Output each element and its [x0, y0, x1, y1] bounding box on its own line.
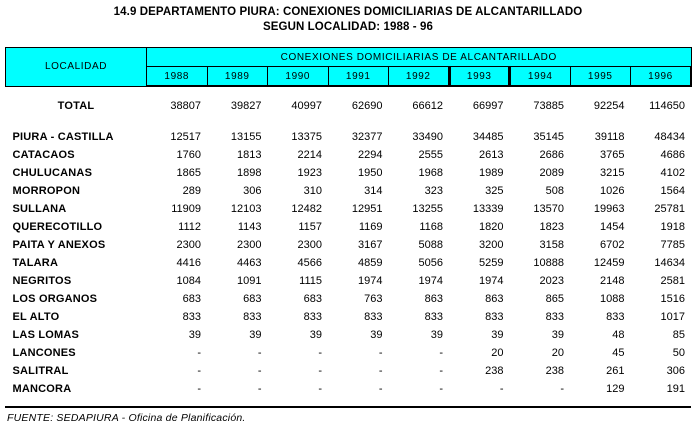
value-cell: 5088 — [418, 239, 443, 251]
value-cell: 191 — [666, 383, 685, 395]
table-row — [6, 254, 692, 272]
group-header-row — [6, 48, 692, 67]
table-row — [6, 182, 692, 200]
value-cell: 306 — [243, 185, 262, 197]
value-cell: 39 — [309, 329, 322, 341]
row-label: LANCONES — [12, 347, 76, 359]
value-cell: - — [560, 383, 564, 395]
value-cell: 833 — [606, 311, 625, 323]
table-row — [6, 272, 692, 290]
value-cell: - — [439, 365, 443, 377]
value-cell: 11909 — [171, 203, 201, 215]
year-header: 1996 — [631, 67, 692, 87]
year-header: 1994 — [510, 67, 571, 87]
value-cell: 2300 — [176, 239, 201, 251]
year-header: 1989 — [207, 67, 268, 87]
value-cell: 763 — [364, 293, 383, 305]
table-row — [6, 290, 692, 308]
value-cell: 1143 — [237, 221, 262, 233]
value-cell: - — [439, 347, 443, 359]
value-cell: 833 — [243, 311, 262, 323]
value-cell: 2581 — [660, 275, 685, 287]
value-cell: 1157 — [298, 221, 322, 233]
value-cell: 13255 — [412, 203, 443, 215]
value-cell: 3200 — [479, 239, 504, 251]
value-cell: 39 — [249, 329, 262, 341]
value-cell: 683 — [303, 293, 322, 305]
table-row — [6, 380, 692, 398]
value-cell: 39827 — [230, 100, 262, 112]
table-row — [6, 200, 692, 218]
value-cell: 2148 — [600, 275, 625, 287]
value-cell: 10888 — [533, 257, 564, 269]
spacer-row — [6, 86, 692, 97]
value-cell: 20 — [491, 347, 504, 359]
value-cell: 25781 — [654, 203, 685, 215]
value-cell: 5259 — [479, 257, 504, 269]
year-header: 1993 — [449, 67, 510, 87]
row-label: MORROPON — [12, 185, 81, 197]
value-cell: 1516 — [660, 293, 685, 305]
value-cell: 12482 — [291, 203, 322, 215]
value-cell: 2300 — [237, 239, 262, 251]
value-cell: - — [197, 347, 201, 359]
column-group-header: CONEXIONES DOMICILIARIAS DE ALCANTARILLADO — [147, 48, 692, 67]
table-row — [6, 344, 692, 362]
value-cell: 4859 — [358, 257, 383, 269]
row-label: MANCORA — [12, 383, 72, 395]
value-cell: 3167 — [358, 239, 383, 251]
value-cell: 62690 — [351, 100, 383, 112]
row-label: QUERECOTILLO — [12, 221, 103, 233]
row-label: LAS LOMAS — [12, 329, 80, 341]
table-row — [6, 326, 692, 344]
value-cell: 1918 — [660, 221, 685, 233]
table-row — [6, 164, 692, 182]
row-label: PIURA - CASTILLA — [12, 131, 114, 143]
row-label: LOS ORGANOS — [12, 293, 98, 305]
table-row — [6, 218, 692, 236]
value-cell: 1974 — [358, 275, 383, 287]
value-cell: 39 — [430, 329, 443, 341]
value-cell: 1088 — [600, 293, 625, 305]
value-cell: 13375 — [291, 131, 322, 143]
value-cell: 14634 — [654, 257, 685, 269]
value-cell: 50 — [672, 347, 685, 359]
value-cell: - — [318, 383, 322, 395]
value-cell: 1898 — [237, 167, 262, 179]
value-cell: 3158 — [539, 239, 564, 251]
value-cell: 39118 — [594, 131, 625, 143]
value-cell: 833 — [182, 311, 201, 323]
value-cell: 39 — [370, 329, 383, 341]
value-cell: - — [378, 347, 383, 359]
value-cell: 323 — [424, 185, 443, 197]
value-cell: 261 — [606, 365, 625, 377]
value-cell: - — [318, 365, 322, 377]
table-row — [6, 128, 692, 146]
value-cell: 1454 — [600, 221, 625, 233]
value-cell: 2300 — [297, 239, 322, 251]
value-cell: 19963 — [593, 203, 625, 215]
value-cell: 1112 — [178, 221, 201, 233]
value-cell: 1923 — [297, 167, 322, 179]
spacer-row — [6, 115, 692, 128]
value-cell: 2023 — [539, 275, 564, 287]
table-row — [6, 146, 692, 164]
value-cell: 289 — [182, 185, 201, 197]
value-cell: 129 — [606, 383, 625, 395]
data-table — [5, 47, 692, 398]
value-cell: 13339 — [472, 203, 504, 215]
row-label: PAITA Y ANEXOS — [12, 239, 106, 251]
value-cell: 13155 — [230, 131, 262, 143]
value-cell: 85 — [672, 329, 685, 341]
row-label: TALARA — [12, 257, 59, 269]
value-cell: 12103 — [230, 203, 262, 215]
value-cell: - — [439, 383, 443, 395]
value-cell: 2613 — [479, 149, 504, 161]
value-cell: 314 — [364, 185, 383, 197]
value-cell: 238 — [545, 365, 564, 377]
year-header: 1991 — [328, 67, 389, 87]
value-cell: 4463 — [237, 257, 262, 269]
value-cell: 2089 — [539, 167, 564, 179]
table-row — [6, 236, 692, 254]
value-cell: 4566 — [297, 257, 322, 269]
value-cell: 1823 — [539, 221, 564, 233]
row-label: TOTAL — [57, 100, 95, 112]
row-label: CATACAOS — [12, 149, 75, 161]
value-cell: 4416 — [176, 257, 201, 269]
total-row — [6, 97, 692, 115]
row-label: SALITRAL — [12, 365, 69, 377]
value-cell: 238 — [485, 365, 504, 377]
value-cell: 833 — [485, 311, 504, 323]
value-cell: - — [257, 365, 262, 377]
value-cell: 1017 — [660, 311, 685, 323]
value-cell: 3765 — [600, 149, 625, 161]
value-cell: 683 — [243, 293, 262, 305]
value-cell: 833 — [364, 311, 383, 323]
value-cell: - — [378, 365, 383, 377]
table-body — [6, 86, 692, 398]
value-cell: 1168 — [419, 221, 443, 233]
value-cell: 1026 — [600, 185, 625, 197]
value-cell: 4102 — [660, 167, 685, 179]
value-cell: 4686 — [660, 149, 685, 161]
value-cell: 833 — [424, 311, 443, 323]
value-cell: 1974 — [479, 275, 504, 287]
value-cell: 39 — [188, 329, 201, 341]
value-cell: 863 — [485, 293, 504, 305]
value-cell: 39 — [551, 329, 564, 341]
value-cell: 306 — [666, 365, 685, 377]
column-header-localidad: LOCALIDAD — [6, 48, 147, 87]
value-cell: 865 — [545, 293, 564, 305]
value-cell: 12459 — [593, 257, 625, 269]
value-cell: - — [499, 383, 504, 395]
year-header: 1995 — [570, 67, 631, 87]
table-title-line1: 14.9 DEPARTAMENTO PIURA: CONEXIONES DOMICILIARIAS DE ALCANTARILLADO — [113, 6, 583, 18]
value-cell: 833 — [545, 311, 564, 323]
value-cell: 325 — [485, 185, 504, 197]
value-cell: 1564 — [660, 185, 685, 197]
value-cell: 114650 — [649, 100, 685, 112]
value-cell: 3215 — [600, 167, 625, 179]
year-header: 1992 — [389, 67, 450, 87]
value-cell: 34485 — [472, 131, 504, 143]
value-cell: 683 — [182, 293, 201, 305]
value-cell: 1865 — [176, 167, 201, 179]
value-cell: - — [378, 383, 383, 395]
value-cell: 73885 — [533, 100, 564, 112]
value-cell: 1760 — [176, 149, 201, 161]
value-cell: 12951 — [351, 203, 383, 215]
value-cell: 48434 — [654, 131, 685, 143]
row-label: CHULUCANAS — [12, 167, 93, 179]
table-title-line2: SEGUN LOCALIDAD: 1988 - 96 — [262, 21, 434, 33]
value-cell: 1091 — [237, 275, 262, 287]
value-cell: 40997 — [291, 100, 322, 112]
title-block — [0, 0, 696, 35]
divider-line — [5, 406, 691, 408]
table-header — [6, 48, 692, 87]
value-cell: 1950 — [358, 167, 383, 179]
value-cell: 39 — [491, 329, 504, 341]
value-cell: 2555 — [418, 149, 443, 161]
value-cell: 35145 — [533, 131, 564, 143]
value-cell: 6702 — [600, 239, 625, 251]
value-cell: 508 — [545, 185, 564, 197]
table-row — [6, 308, 692, 326]
year-header: 1990 — [268, 67, 329, 87]
value-cell: - — [197, 365, 201, 377]
value-cell: 33490 — [412, 131, 443, 143]
value-cell: 7785 — [660, 239, 685, 251]
value-cell: 48 — [612, 329, 625, 341]
value-cell: 863 — [424, 293, 443, 305]
year-header: 1988 — [147, 67, 208, 87]
value-cell: 310 — [303, 185, 322, 197]
value-cell: - — [318, 347, 322, 359]
value-cell: 92254 — [593, 100, 625, 112]
spacer-cell — [6, 86, 692, 97]
value-cell: - — [257, 347, 262, 359]
row-label: EL ALTO — [12, 311, 60, 323]
value-cell: - — [257, 383, 262, 395]
value-cell: 1169 — [358, 221, 383, 233]
value-cell: 20 — [551, 347, 564, 359]
row-label: SULLANA — [12, 203, 67, 215]
source-note: FUENTE: SEDAPIURA - Oficina de Planificación. — [7, 412, 246, 424]
value-cell: 1989 — [479, 167, 504, 179]
value-cell: 2294 — [358, 149, 383, 161]
value-cell: 13570 — [533, 203, 564, 215]
value-cell: - — [197, 383, 201, 395]
value-cell: 1974 — [418, 275, 443, 287]
value-cell: 1968 — [418, 167, 443, 179]
row-label: NEGRITOS — [12, 275, 72, 287]
value-cell: 66997 — [472, 100, 504, 112]
value-cell: 66612 — [412, 100, 443, 112]
value-cell: 2214 — [297, 149, 322, 161]
value-cell: 32377 — [351, 131, 383, 143]
value-cell: 12517 — [170, 131, 201, 143]
table-row — [6, 362, 692, 380]
value-cell: 833 — [303, 311, 322, 323]
value-cell: 38807 — [170, 100, 201, 112]
spacer-cell — [6, 115, 692, 128]
value-cell: 2686 — [539, 149, 564, 161]
value-cell: 1084 — [176, 275, 201, 287]
value-cell: 5056 — [418, 257, 443, 269]
value-cell: 1115 — [299, 275, 322, 287]
value-cell: 1813 — [237, 149, 262, 161]
value-cell: 45 — [612, 347, 625, 359]
value-cell: 1820 — [479, 221, 504, 233]
